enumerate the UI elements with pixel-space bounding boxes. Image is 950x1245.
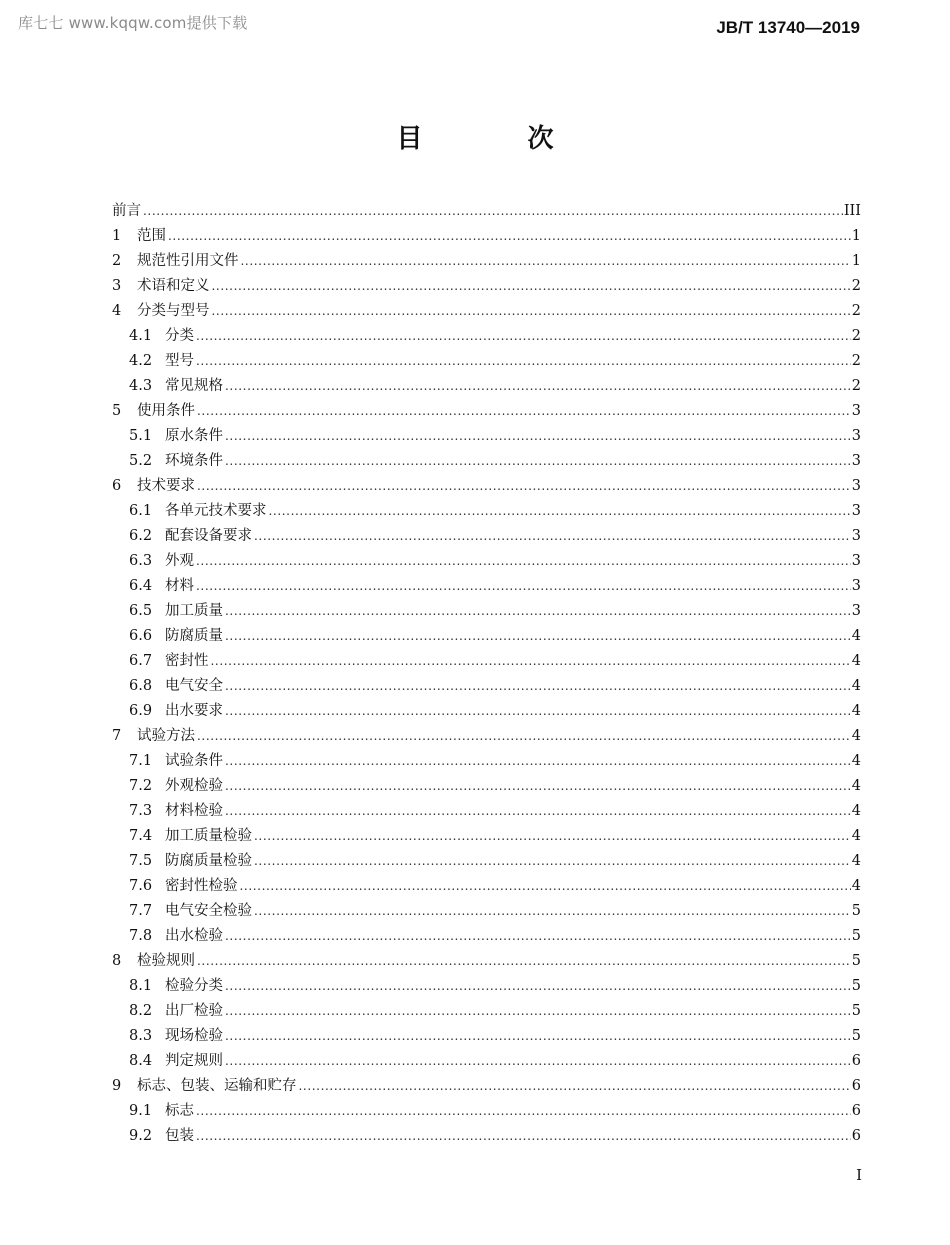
toc-entry-page: 1 [851,253,861,269]
toc-entry-title: 材料检验 [165,803,223,819]
toc-dot-leader [225,999,851,1024]
toc-entry[interactable] [112,249,861,274]
toc-entry-title: 原水条件 [165,428,223,444]
toc-entry-title: 密封性 [165,653,209,669]
toc-entry[interactable] [112,349,861,374]
toc-dot-leader [225,424,851,449]
toc-entry-title: 常见规格 [165,378,223,394]
toc-dot-leader [196,574,851,599]
toc-entry-number: 8.2 [129,1003,153,1019]
toc-dot-leader [196,1099,851,1124]
toc-entry-number: 8.4 [129,1053,153,1069]
toc-entry-number: 6.6 [129,628,153,644]
toc-entry-page: 2 [851,328,861,344]
toc-entry-number: 6.4 [129,578,153,594]
toc-entry-title: 现场检验 [165,1028,223,1044]
toc-entry-page: 4 [851,878,861,894]
watermark-text: 库七七 www.kqqw.com提供下载 [18,14,248,32]
toc-entry[interactable] [112,1099,861,1124]
toc-entry-title: 出水要求 [165,703,223,719]
page-title: 目 次 [396,124,602,154]
toc-dot-leader [212,274,851,299]
toc-dot-leader [196,1124,851,1149]
toc-entry-number: 4.3 [129,378,153,394]
toc-entry-title: 标志、包装、运输和贮存 [137,1078,297,1094]
toc-entry[interactable] [112,1074,861,1099]
toc-dot-leader [225,374,851,399]
toc-entry[interactable] [112,524,861,549]
toc-dot-leader [211,649,851,674]
toc-entry-title: 使用条件 [137,403,195,419]
toc-entry-number: 7.2 [129,778,153,794]
toc-entry[interactable] [112,1024,861,1049]
toc-entry-page: 5 [851,978,861,994]
toc-entry-page: 4 [851,703,861,719]
toc-entry[interactable] [112,299,861,324]
toc-entry-title: 试验方法 [137,728,195,744]
toc-entry-page: 4 [851,828,861,844]
toc-entry-page: 6 [851,1078,861,1094]
toc-entry-title: 标志 [165,1103,194,1119]
toc-entry-page: 5 [851,1003,861,1019]
toc-entry-title: 配套设备要求 [165,528,252,544]
toc-entry-number: 1 [112,228,122,244]
toc-entry-title: 判定规则 [165,1053,223,1069]
toc-entry-title: 分类与型号 [137,303,210,319]
toc-entry-number: 6.9 [129,703,153,719]
toc-entry[interactable] [112,374,861,399]
toc-entry-number: 7 [112,728,122,744]
toc-entry[interactable] [112,674,861,699]
toc-entry[interactable] [112,549,861,574]
toc-entry-page: 3 [851,578,861,594]
toc-entry[interactable] [112,899,861,924]
page-number: I [856,1166,862,1184]
toc-dot-leader [196,349,851,374]
toc-entry-title: 外观检验 [165,778,223,794]
toc-dot-leader [241,249,851,274]
toc-entry[interactable] [112,724,861,749]
toc-entry[interactable] [112,424,861,449]
toc-dot-leader [196,549,851,574]
toc-entry-title: 材料 [165,578,194,594]
toc-dot-leader [197,474,851,499]
toc-dot-leader [197,949,851,974]
toc-entry[interactable] [112,874,861,899]
toc-dot-leader [240,874,851,899]
toc-dot-leader [254,899,851,924]
toc-dot-leader [225,1049,851,1074]
toc-entry-page: 6 [851,1103,861,1119]
toc-entry-number: 6.3 [129,553,153,569]
toc-dot-leader [225,624,851,649]
toc-entry-title: 防腐质量 [165,628,223,644]
toc-entry-title: 出水检验 [165,928,223,944]
toc-entry[interactable] [112,824,861,849]
toc-dot-leader [225,799,851,824]
toc-entry[interactable] [112,474,861,499]
toc-entry-number: 9.1 [129,1103,153,1119]
toc-dot-leader [254,849,851,874]
toc-entry-title: 型号 [165,353,194,369]
toc-entry[interactable] [112,749,861,774]
toc-entry-title: 加工质量检验 [165,828,252,844]
toc-dot-leader [254,824,851,849]
toc-entry-number: 7.7 [129,903,153,919]
toc-entry-number: 5.1 [129,428,153,444]
toc-entry-page: 4 [851,803,861,819]
toc-entry-number: 4.2 [129,353,153,369]
toc-entry-title: 规范性引用文件 [137,253,239,269]
toc-entry-page: 1 [851,228,861,244]
toc-entry-number: 8 [112,953,122,969]
toc-dot-leader [225,449,851,474]
toc-entry-number: 3 [112,278,122,294]
toc-entry[interactable] [112,924,861,949]
toc-entry-title: 防腐质量检验 [165,853,252,869]
toc-dot-leader [225,1024,851,1049]
toc-entry-page: 4 [851,753,861,769]
toc-entry-page: III [843,203,861,219]
toc-dot-leader [225,924,851,949]
toc-entry[interactable] [112,324,861,349]
toc-entry-number: 5.2 [129,453,153,469]
toc-entry-title: 检验规则 [137,953,195,969]
toc-entry[interactable] [112,1124,861,1149]
toc-entry-number: 4.1 [129,328,153,344]
toc-entry-page: 4 [851,628,861,644]
toc-entry-title: 术语和定义 [137,278,210,294]
toc-dot-leader [196,324,851,349]
toc-entry-number: 2 [112,253,122,269]
toc-entry-number: 9 [112,1078,122,1094]
toc-entry-page: 3 [851,603,861,619]
toc-entry[interactable] [112,274,861,299]
toc-dot-leader [225,674,851,699]
toc-entry[interactable] [112,599,861,624]
toc-entry-page: 4 [851,728,861,744]
toc-entry[interactable] [112,974,861,999]
toc-entry-page: 3 [851,453,861,469]
toc-entry[interactable] [112,224,861,249]
toc-entry[interactable] [112,624,861,649]
toc-entry-number: 7.4 [129,828,153,844]
toc-entry[interactable] [112,1049,861,1074]
toc-dot-leader [168,224,851,249]
toc-entry-title: 分类 [165,328,194,344]
toc-entry[interactable] [112,949,861,974]
toc-entry-page: 6 [851,1128,861,1144]
toc-entry-title: 密封性检验 [165,878,238,894]
toc-entry[interactable] [112,574,861,599]
toc-entry-page: 4 [851,678,861,694]
toc-entry-title: 技术要求 [137,478,195,494]
table-of-contents [112,199,861,1149]
standard-code: JB/T 13740—2019 [716,18,860,37]
toc-entry-title: 环境条件 [165,453,223,469]
toc-entry[interactable] [112,799,861,824]
toc-entry-page: 2 [851,378,861,394]
toc-entry[interactable] [112,649,861,674]
toc-dot-leader [143,199,843,224]
toc-entry-page: 4 [851,653,861,669]
toc-dot-leader [225,599,851,624]
toc-entry-page: 3 [851,428,861,444]
toc-entry[interactable] [112,199,861,224]
toc-entry[interactable] [112,499,861,524]
toc-entry-page: 6 [851,1053,861,1069]
toc-entry-number: 7.8 [129,928,153,944]
toc-entry-title: 试验条件 [165,753,223,769]
toc-entry[interactable] [112,449,861,474]
toc-entry-title: 包装 [165,1128,194,1144]
toc-entry-number: 7.3 [129,803,153,819]
toc-entry-page: 2 [851,353,861,369]
toc-entry-page: 5 [851,1028,861,1044]
toc-entry-title: 电气安全 [165,678,223,694]
toc-dot-leader [225,774,851,799]
toc-entry[interactable] [112,699,861,724]
toc-entry-number: 7.1 [129,753,153,769]
toc-dot-leader [212,299,851,324]
toc-entry-page: 4 [851,778,861,794]
toc-entry-page: 5 [851,928,861,944]
toc-dot-leader [299,1074,851,1099]
toc-entry[interactable] [112,774,861,799]
toc-entry-number: 6.2 [129,528,153,544]
toc-entry-number: 6 [112,478,122,494]
toc-entry-title: 检验分类 [165,978,223,994]
toc-entry-number: 7.5 [129,853,153,869]
toc-dot-leader [254,524,851,549]
toc-entry-number: 5 [112,403,122,419]
toc-entry-title: 出厂检验 [165,1003,223,1019]
toc-entry[interactable] [112,999,861,1024]
toc-entry-title: 电气安全检验 [165,903,252,919]
toc-entry-number: 6.1 [129,503,153,519]
toc-dot-leader [225,699,851,724]
toc-entry[interactable] [112,849,861,874]
toc-dot-leader [269,499,851,524]
toc-dot-leader [225,749,851,774]
toc-entry-page: 3 [851,528,861,544]
toc-dot-leader [197,399,851,424]
toc-entry-page: 2 [851,303,861,319]
toc-entry-number: 6.8 [129,678,153,694]
toc-entry-number: 7.6 [129,878,153,894]
toc-entry-page: 4 [851,853,861,869]
toc-dot-leader [225,974,851,999]
toc-entry-title: 前言 [112,203,141,219]
toc-entry-page: 3 [851,478,861,494]
toc-entry-title: 范围 [137,228,166,244]
toc-entry[interactable] [112,399,861,424]
toc-entry-number: 6.5 [129,603,153,619]
toc-entry-title: 外观 [165,553,194,569]
toc-entry-page: 3 [851,553,861,569]
toc-entry-title: 加工质量 [165,603,223,619]
toc-entry-number: 9.2 [129,1128,153,1144]
toc-dot-leader [197,724,851,749]
toc-entry-page: 5 [851,903,861,919]
toc-entry-number: 4 [112,303,122,319]
toc-entry-number: 8.1 [129,978,153,994]
toc-entry-title: 各单元技术要求 [165,503,267,519]
toc-entry-page: 2 [851,278,861,294]
toc-entry-page: 5 [851,953,861,969]
toc-entry-page: 3 [851,503,861,519]
toc-entry-number: 6.7 [129,653,153,669]
toc-entry-page: 3 [851,403,861,419]
toc-entry-number: 8.3 [129,1028,153,1044]
